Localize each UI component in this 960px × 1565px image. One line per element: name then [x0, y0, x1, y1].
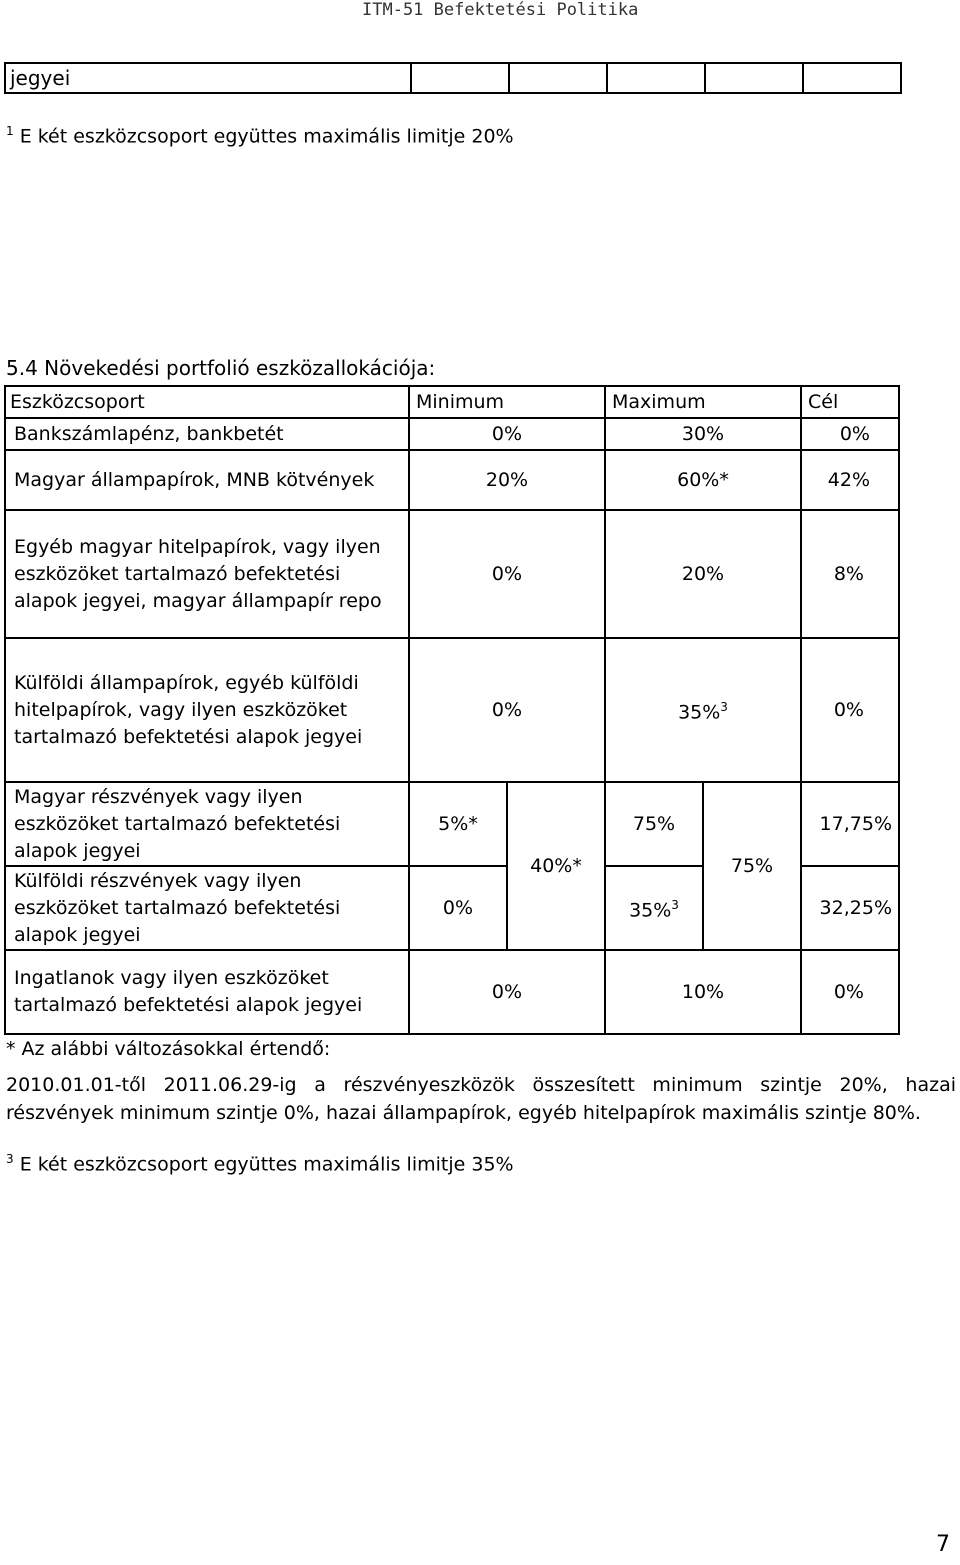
- table-cell: [509, 63, 607, 93]
- row-target: 17,75%: [801, 782, 899, 866]
- row-label: Külföldi részvények vagy ilyen eszközöket tartalmazó befektetési alapok jegyei: [5, 866, 409, 950]
- table-cell: [411, 63, 509, 93]
- row-max: 30%: [605, 418, 801, 450]
- row-min: 0%: [409, 866, 507, 950]
- row-min: 5%*: [409, 782, 507, 866]
- row-label: Bankszámlapénz, bankbetét: [5, 418, 409, 450]
- row-min: 0%: [409, 510, 605, 638]
- document-header-title: ITM-51 Befektetési Politika: [362, 0, 639, 20]
- table-cell: [705, 63, 803, 93]
- table-row: [5, 510, 899, 638]
- footnote-text: E két eszközcsoport együttes maximális limitje 35%: [19, 1153, 514, 1176]
- row-max: 10%: [605, 950, 801, 1034]
- row-min: 0%: [409, 638, 605, 782]
- row-max: 20%: [605, 510, 801, 638]
- table-cell: [803, 63, 901, 93]
- row-target: 42%: [801, 450, 899, 510]
- star-note: * Az alábbi változásokkal értendő:: [6, 1038, 331, 1060]
- table-row: [5, 638, 899, 782]
- row-min: 0%: [409, 418, 605, 450]
- row-min: 0%: [409, 950, 605, 1034]
- row-label: Ingatlanok vagy ilyen eszközöket tartalmazó befektetési alapok jegyei: [5, 950, 409, 1034]
- row-label: Magyar részvények vagy ilyen eszközöket tartalmazó befektetési alapok jegyei: [5, 782, 409, 866]
- header-minimum: Minimum: [409, 386, 605, 418]
- footnote-marker: 1: [6, 124, 14, 138]
- row-target: 8%: [801, 510, 899, 638]
- table-cell: jegyei: [5, 63, 411, 93]
- table-row: [5, 782, 899, 866]
- header-asset-class: Eszközcsoport: [5, 386, 409, 418]
- previous-table-fragment: [4, 62, 902, 94]
- row-max: [605, 638, 801, 782]
- row-target: 0%: [801, 950, 899, 1034]
- footnote-text: E két eszközcsoport együttes maximális limitje 20%: [19, 125, 514, 148]
- table-cell: [607, 63, 705, 93]
- row-label: Külföldi állampapírok, egyéb külföldi hitelpapírok, vagy ilyen eszközöket tartalmazó befektetési alapok jegyei: [5, 638, 409, 782]
- footnote-marker: 3: [720, 699, 728, 714]
- footnote-3: [6, 1152, 514, 1175]
- row-target: 0%: [801, 418, 899, 450]
- row-target: 0%: [801, 638, 899, 782]
- header-maximum: Maximum: [605, 386, 801, 418]
- table-row: [5, 63, 901, 93]
- change-paragraph: 2010.01.01-től 2011.06.29-ig a részvényeszközök összesített minimum szintje 20%, hazai részvények minimum szintje 0%, hazai állampapírok, egyéb hitelpapírok maximális szintje 80%.: [6, 1074, 956, 1124]
- table-header-row: [5, 386, 899, 418]
- page-number: 7: [936, 1532, 950, 1557]
- section-title: 5.4 Növekedési portfolió eszközallokációja:: [6, 356, 436, 380]
- combined-minimum: 40%*: [507, 782, 605, 950]
- row-label: Egyéb magyar hitelpapírok, vagy ilyen eszközöket tartalmazó befektetési alapok jegyei, magyar állampapír repo: [5, 510, 409, 638]
- footnote-1: [6, 124, 514, 147]
- row-max: 60%*: [605, 450, 801, 510]
- row-min: 20%: [409, 450, 605, 510]
- table-row: [5, 950, 899, 1034]
- header-target: Cél: [801, 386, 899, 418]
- footnote-marker: 3: [6, 1152, 14, 1166]
- combined-maximum: 75%: [703, 782, 801, 950]
- row-max-value: 35%: [629, 899, 672, 922]
- table-row: [5, 450, 899, 510]
- row-label: Magyar állampapírok, MNB kötvények: [5, 450, 409, 510]
- row-max: 75%: [605, 782, 703, 866]
- row-max: [605, 866, 703, 950]
- allocation-table: [4, 385, 900, 1035]
- table-row: [5, 418, 899, 450]
- row-max-value: 35%: [678, 701, 721, 724]
- footnote-marker: 3: [671, 897, 679, 912]
- row-target: 32,25%: [801, 866, 899, 950]
